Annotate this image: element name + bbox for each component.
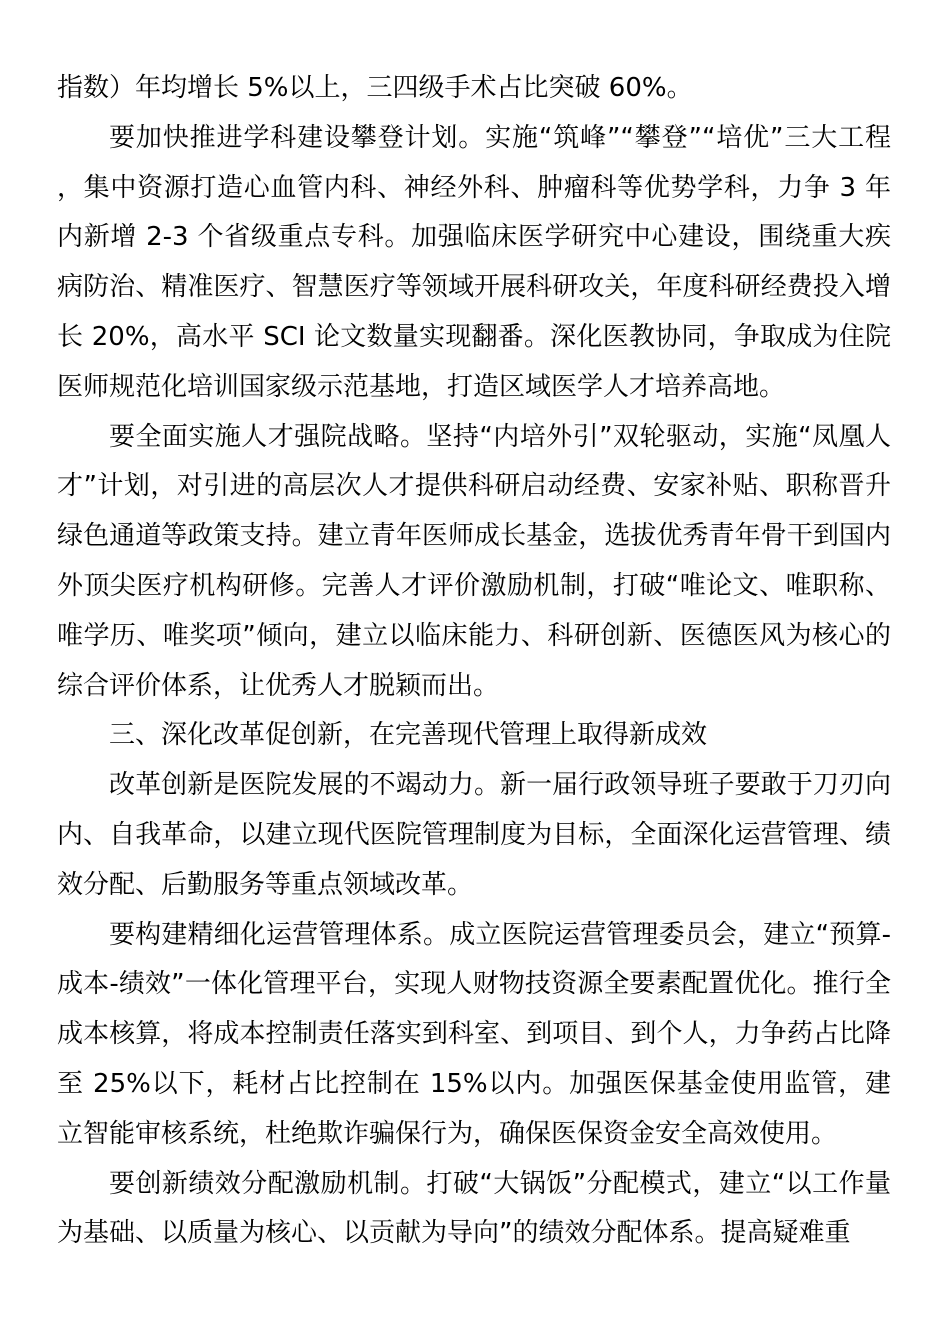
- section-heading-reform: 三、深化改革促创新，在完善现代管理上取得新成效: [109, 720, 708, 751]
- paragraph-performance-distribution: 要创新绩效分配激励机制。打破“大锅饭”分配模式，建立“以工作量为基础、以质量为核心、以贡献为导向”的绩效分配体系。提高疑难重: [57, 1168, 891, 1249]
- document-body: [57, 64, 891, 1259]
- paragraph-operations-management: 要构建精细化运营管理体系。成立医院运营管理委员会，建立“预算-成本-绩效”一体化管理平台，实现人财物技资源全要素配置优化。推行全成本核算，将成本控制责任落实到科室、到项目、到个人，力争药占比降至 25%以下，耗材占比控制在 15%以内。加强医保基金使用监管，建立智能审核系统，杜绝欺诈骗保行为，确保医保资金安全高效使用。: [57, 919, 891, 1149]
- paragraph-reform-intro: 改革创新是医院发展的不竭动力。新一届行政领导班子要敢于刀刃向内、自我革命，以建立现代医院管理制度为目标，全面深化运营管理、绩效分配、后勤服务等重点领域改革。: [57, 770, 891, 900]
- paragraph-discipline-construction: 要加快推进学科建设攀登计划。实施“筑峰”“攀登”“培优”三大工程，集中资源打造心血管内科、神经外科、肿瘤科等优势学科，力争 3 年内新增 2-3 个省级重点专科。加强临床医学研究中心建设，围绕重大疾病防治、精准医疗、智慧医疗等领域开展科研攻关，年度科研经费投入增长 20%，高水平 SCI 论文数量实现翻番。深化医教协同，争取成为住院医师规范化培训国家级示范基地，打造区域医学人才培养高地。: [57, 122, 891, 402]
- paragraph-continuation: 指数）年均增长 5%以上，三四级手术占比突破 60%。: [57, 73, 693, 103]
- paragraph-talent-strategy: 要全面实施人才强院战略。坚持“内培外引”双轮驱动，实施“凤凰人才”计划，对引进的高层次人才提供科研启动经费、安家补贴、职称晋升绿色通道等政策支持。建立青年医师成长基金，选拔优秀青年骨干到国内外顶尖医疗机构研修。完善人才评价激励机制，打破“唯论文、唯职称、唯学历、唯奖项”倾向，建立以临床能力、科研创新、医德医风为核心的综合评价体系，让优秀人才脱颖而出。: [57, 421, 891, 701]
